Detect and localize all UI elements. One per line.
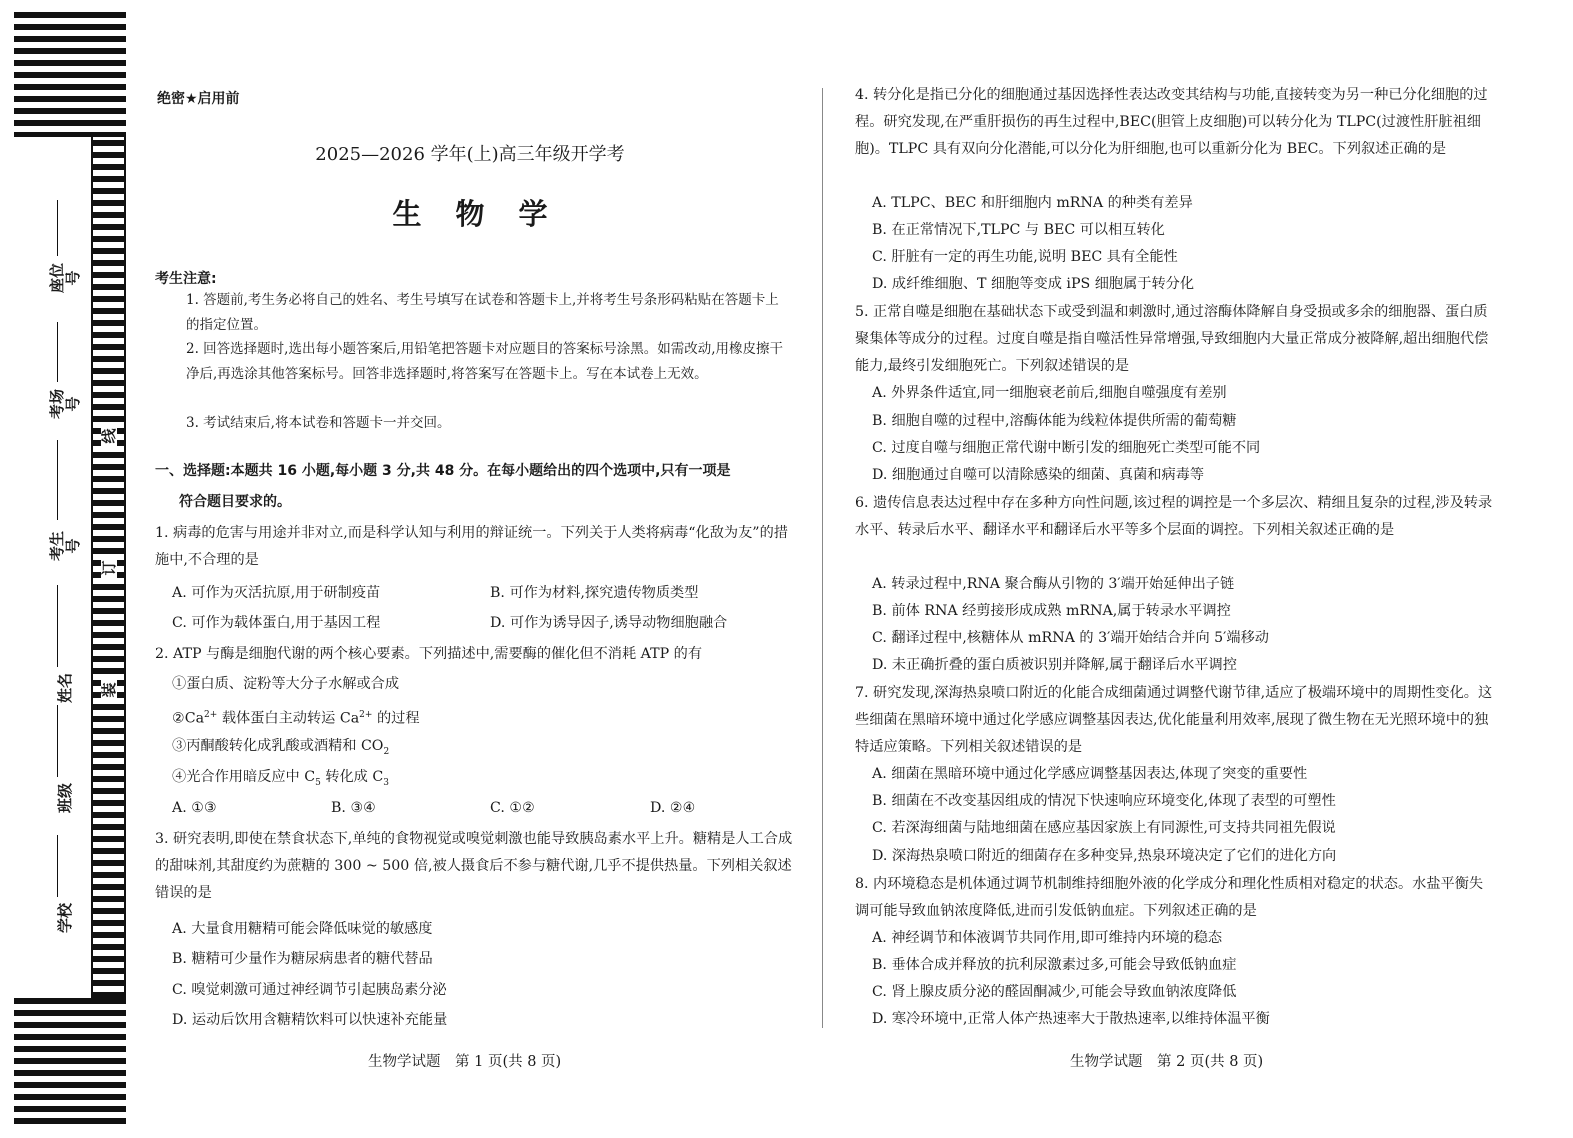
- binding-strip: [0, 0, 130, 1138]
- q2-item4-part-a: ④光合作用暗反应中 C: [172, 769, 316, 785]
- question-7-option-b[interactable]: B. 细菌在不改变基因组成的情况下快速响应环境变化,体现了表型的可塑性: [872, 793, 1336, 809]
- binding-bar: [93, 164, 124, 170]
- binding-bar: [93, 728, 124, 734]
- question-7-option-c[interactable]: C. 若深海细菌与陆地细菌在感应基因家族上有同源性,可支持共同祖先假说: [872, 820, 1336, 836]
- secret-label: 绝密★启用前: [157, 91, 240, 107]
- binding-bar: [93, 596, 124, 602]
- question-3-option-b[interactable]: B. 糖精可少量作为糖尿病患者的糖代替品: [172, 951, 433, 967]
- binding-bar: [93, 548, 124, 554]
- q2-item2-sup-1: 2+: [204, 710, 218, 720]
- binding-bar: [93, 452, 124, 458]
- binding-bar: [93, 740, 124, 746]
- footer-page-2: 生物学试题 第 2 页(共 8 页): [1070, 1054, 1264, 1070]
- binding-bar: [93, 176, 124, 182]
- binding-bar: [93, 956, 124, 962]
- binding-bar: [93, 896, 124, 902]
- binding-bar: [93, 416, 124, 422]
- q2-item4-sub-1: 5: [315, 777, 321, 788]
- question-5-option-d[interactable]: D. 细胞通过自噬可以清除感染的细菌、真菌和病毒等: [872, 467, 1205, 483]
- question-2-item-2: [172, 702, 420, 733]
- binding-bar: [93, 800, 124, 806]
- question-5-option-c[interactable]: C. 过度自噬与细胞正常代谢中断引发的细胞死亡类型可能不同: [872, 440, 1261, 456]
- question-1-option-a[interactable]: A. 可作为灭活抗原,用于研制疫苗: [172, 585, 381, 601]
- question-6-stem: 6. 遗传信息表达过程中存在多种方向性问题,该过程的调控是一个多层次、精细且复杂的过程,涉及转录水平、转录后水平、翻译水平和翻译后水平等多个层面的调控。下列相关叙述正确的是: [855, 495, 1493, 538]
- notice-item-1: 1. 答题前,考生务必将自己的姓名、考生号填写在试卷和答题卡上,并将考生号条形码粘贴在答题卡上的指定位置。: [186, 292, 779, 333]
- question-5-option-a[interactable]: A. 外界条件适宜,同一细胞衰老前后,细胞自噬强度有差别: [872, 385, 1227, 401]
- question-3-option-d[interactable]: D. 运动后饮用含糖精饮料可以快速补充能量: [172, 1012, 448, 1028]
- binding-bar: [93, 320, 124, 326]
- binding-bar: [93, 944, 124, 950]
- question-8-option-b[interactable]: B. 垂体合成并释放的抗利尿激素过多,可能会导致低钠血症: [872, 957, 1237, 973]
- binding-bar: [93, 152, 124, 158]
- binding-underline-seat: [57, 200, 58, 256]
- binding-bar: [93, 476, 124, 482]
- question-2-option-c[interactable]: C. ①②: [490, 800, 535, 816]
- binding-bar: [93, 500, 124, 506]
- binding-bar: [93, 236, 124, 242]
- notice-item-3: 3. 考试结束后,将本试卷和答题卡一并交回。: [186, 415, 451, 431]
- question-2-option-d[interactable]: D. ②④: [650, 800, 696, 816]
- binding-bar: [93, 368, 124, 374]
- binding-bar: [93, 644, 124, 650]
- question-6-option-b[interactable]: B. 前体 RNA 经剪接形成成熟 mRNA,属于转录水平调控: [872, 603, 1231, 619]
- binding-underline-examno: [57, 440, 58, 520]
- question-1-stem: 1. 病毒的危害与用途并非对立,而是科学认知与利用的辩证统一。下列关于人类将病毒“化敌为友”的措施中,不合理的是: [155, 525, 788, 568]
- binding-bar: [93, 200, 124, 206]
- binding-underline-school: [57, 835, 58, 897]
- notice-item-2: 2. 回答选择题时,选出每小题答案后,用铅笔把答题卡对应题目的答案标号涂黑。如需改动,用橡皮擦干净后,再选涂其他答案标号。回答非选择题时,将答案写在答题卡上。写在本试卷上无效。: [186, 341, 784, 382]
- subject-title: 生物学: [392, 197, 582, 231]
- binding-bar: [93, 140, 124, 146]
- binding-bar: [93, 296, 124, 302]
- binding-bar: [93, 764, 124, 770]
- binding-bar: [93, 824, 124, 830]
- binding-bar: [93, 716, 124, 722]
- binding-bar: [93, 884, 124, 890]
- binding-bar: [93, 272, 124, 278]
- cut-mark-line: 线: [101, 424, 117, 448]
- q2-item2-part-c: 的过程: [372, 710, 420, 727]
- binding-bar: [93, 848, 124, 854]
- binding-bar: [93, 932, 124, 938]
- binding-bar: [93, 212, 124, 218]
- question-4-option-c[interactable]: C. 肝脏有一定的再生功能,说明 BEC 具有全能性: [872, 249, 1178, 265]
- footer-page-1: 生物学试题 第 1 页(共 8 页): [368, 1054, 562, 1070]
- question-6-option-c[interactable]: C. 翻译过程中,核糖体从 mRNA 的 3′端开始结合并向 5′端移动: [872, 630, 1269, 646]
- question-8-stem: 8. 内环境稳态是机体通过调节机制维持细胞外液的化学成分和理化性质相对稳定的状态。水盐平衡失调可能导致血钠浓度降低,进而引发低钠血症。下列叙述正确的是: [855, 876, 1484, 919]
- notice-heading: 考生注意:: [155, 271, 217, 287]
- question-5-stem: 5. 正常自噬是细胞在基础状态下或受到温和刺激时,通过溶酶体降解自身受损或多余的细胞器、蛋白质聚集体等成分的过程。过度自噬是指自噬活性异常增强,导致细胞内大量正常成分被降解,超出细胞代偿能力,最终引发细胞死亡。下列叙述错误的是: [855, 304, 1489, 374]
- binding-bar: [93, 260, 124, 266]
- binding-underline-class: [57, 705, 58, 777]
- question-2-option-b[interactable]: B. ③④: [331, 800, 376, 816]
- question-4-stem: 4. 转分化是指已分化的细胞通过基因选择性表达改变其结构与功能,直接转变为另一种已分化细胞的过程。研究发现,在严重肝损伤的再生过程中,BEC(胆管上皮细胞)可以转分化为 TLPC(过渡性肝脏祖细胞)。TLPC 具有双向分化潜能,可以分化为肝细胞,也可以重新分化为 BEC。下列叙述正确的是: [855, 87, 1488, 157]
- question-7-option-d[interactable]: D. 深海热泉喷口附近的细菌存在多种变异,热泉环境决定了它们的进化方向: [872, 848, 1337, 864]
- q2-item3-sub: 2: [383, 746, 390, 757]
- section-heading-line1: 一、选择题:本题共 16 小题,每小题 3 分,共 48 分。在每小题给出的四个选项中,只有一项是: [155, 463, 731, 479]
- binding-bar: [93, 404, 124, 410]
- question-4-option-d[interactable]: D. 成纤维细胞、T 细胞等变成 iPS 细胞属于转分化: [872, 276, 1195, 292]
- binding-bar: [93, 980, 124, 986]
- binding-bar: [93, 836, 124, 842]
- binding-field-school: 学校: [56, 903, 74, 934]
- question-3-option-a[interactable]: A. 大量食用糖精可能会降低味觉的敏感度: [172, 921, 433, 937]
- question-8-option-a[interactable]: A. 神经调节和体液调节共同作用,即可维持内环境的稳态: [872, 930, 1223, 946]
- binding-field-examno: 考生号: [48, 531, 82, 562]
- binding-bar: [93, 968, 124, 974]
- question-1-option-b[interactable]: B. 可作为材料,探究遗传物质类型: [490, 585, 699, 601]
- binding-field-room: 考场号: [48, 389, 82, 420]
- binding-bar: [93, 524, 124, 530]
- binding-bar: [93, 380, 124, 386]
- binding-bar: [93, 584, 124, 590]
- binding-bar: [93, 920, 124, 926]
- binding-bar: [93, 488, 124, 494]
- question-7-option-a[interactable]: A. 细菌在黑暗环境中通过化学感应调整基因表达,体现了突变的重要性: [872, 766, 1308, 782]
- binding-bar: [93, 992, 124, 998]
- binding-field-class: 班级: [56, 783, 74, 814]
- binding-bar: [93, 344, 124, 350]
- section-heading-line2: 符合题目要求的。: [179, 494, 291, 510]
- cut-mark-bind: 装: [101, 678, 117, 702]
- question-1-option-c[interactable]: C. 可作为载体蛋白,用于基因工程: [172, 615, 381, 631]
- question-6-option-d[interactable]: D. 未正确折叠的蛋白质被识别并降解,属于翻译后水平调控: [872, 657, 1237, 673]
- q2-item2-part-b: 载体蛋白主动转运 Ca: [217, 710, 360, 727]
- question-1-option-d[interactable]: D. 可作为诱导因子,诱导动物细胞融合: [490, 615, 728, 631]
- cut-mark-staple: 订: [101, 556, 117, 580]
- binding-bar: [93, 536, 124, 542]
- question-3-stem: 3. 研究表明,即使在禁食状态下,单纯的食物视觉或嗅觉刺激也能导致胰岛素水平上升。糖精是人工合成的甜味剂,其甜度约为蔗糖的 300 ~ 500 倍,被人摄食后不参与糖代谢,几乎不提供热量。下列相关叙述错误的是: [155, 831, 793, 901]
- question-8-option-d[interactable]: D. 寒冷环境中,正常人体产热速率大于散热速率,以维持体温平衡: [872, 1011, 1270, 1027]
- binding-bar: [93, 224, 124, 230]
- binding-bar: [93, 356, 124, 362]
- q2-item2-sup-2: 2+: [359, 710, 373, 720]
- binding-bar: [93, 392, 124, 398]
- binding-bar: [93, 656, 124, 662]
- question-2-item-4: [172, 764, 389, 797]
- binding-field-seat: 座位号: [48, 263, 82, 294]
- question-6-option-a[interactable]: A. 转录过程中,RNA 聚合酶从引物的 3′端开始延伸出子链: [872, 576, 1235, 592]
- binding-bar: [93, 332, 124, 338]
- binding-bar: [93, 608, 124, 614]
- binding-bar: [93, 284, 124, 290]
- question-8-option-c[interactable]: C. 肾上腺皮质分泌的醛固酮减少,可能会导致血钠浓度降低: [872, 984, 1237, 1000]
- question-2-stem: 2. ATP 与酶是细胞代谢的两个核心要素。下列描述中,需要酶的催化但不消耗 ATP 的有: [155, 646, 703, 662]
- section-heading: [155, 456, 795, 518]
- binding-bar: [93, 776, 124, 782]
- q2-item4-sub-2: 3: [383, 777, 389, 788]
- binding-bar: [93, 248, 124, 254]
- binding-bar: [93, 308, 124, 314]
- q2-item3-part-a: ③丙酮酸转化成乳酸或酒精和 CO: [172, 738, 384, 754]
- binding-underline-room: [57, 322, 58, 382]
- binding-bar: [93, 872, 124, 878]
- binding-bar: [93, 908, 124, 914]
- binding-bar: [93, 788, 124, 794]
- page-divider: [822, 88, 823, 1028]
- binding-bar: [93, 704, 124, 710]
- q2-item4-part-b: 转化成 C: [320, 769, 384, 785]
- question-3-option-c[interactable]: C. 嗅觉刺激可通过神经调节引起胰岛素分泌: [172, 982, 447, 998]
- binding-field-name: 姓名: [56, 673, 74, 704]
- question-2-item-3: [172, 733, 389, 766]
- binding-bar: [93, 812, 124, 818]
- question-4-option-b[interactable]: B. 在正常情况下,TLPC 与 BEC 可以相互转化: [872, 222, 1165, 238]
- binding-bar: [93, 668, 124, 674]
- binding-bar: [93, 752, 124, 758]
- question-7-stem: 7. 研究发现,深海热泉喷口附近的化能合成细菌通过调整代谢节律,适应了极端环境中的周期性变化。这些细菌在黑暗环境中通过化学感应调整基因表达,优化能量利用效率,展现了微生物在无光照环境中的独特适应策略。下列相关叙述错误的是: [855, 685, 1493, 755]
- binding-bar: [93, 632, 124, 638]
- binding-bar: [93, 512, 124, 518]
- binding-underline-name: [57, 585, 58, 667]
- question-5-option-b[interactable]: B. 细胞自噬的过程中,溶酶体能为线粒体提供所需的葡萄糖: [872, 413, 1237, 429]
- binding-bar: [93, 188, 124, 194]
- q2-item2-part-a: ②Ca: [172, 710, 205, 727]
- exam-title: 2025—2026 学年(上)高三年级开学考: [315, 144, 625, 165]
- question-2-item-1: ①蛋白质、淀粉等大分子水解或合成: [172, 676, 400, 692]
- question-2-option-a[interactable]: A. ①③: [172, 800, 217, 816]
- question-4-option-a[interactable]: A. TLPC、BEC 和肝细胞内 mRNA 的种类有差异: [872, 195, 1193, 211]
- binding-bar: [93, 620, 124, 626]
- binding-bar: [93, 860, 124, 866]
- binding-bar: [93, 464, 124, 470]
